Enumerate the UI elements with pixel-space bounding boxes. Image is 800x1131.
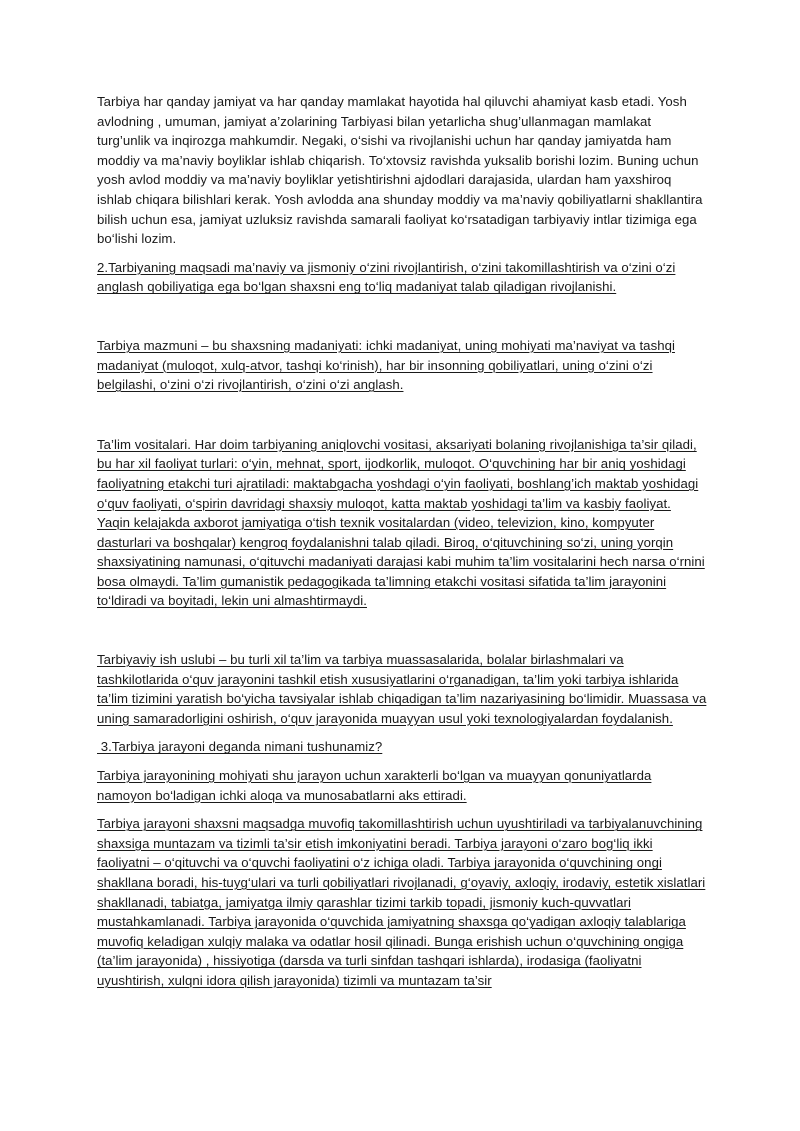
paragraph-content: Tarbiya mazmuni – bu shaxsning madaniyati: ichki madaniyat, uning mohiyati ma’naviyat va tashqi madaniyat (muloqot, xulq-atvor, tashqi ko‘rinish), har bir insonning qobiliyatlari, uning o‘zini o‘zi belgilashi, o‘zini o‘zi rivojlantirish, o‘zini o‘zi anglash. xyxy=(97,337,675,393)
paragraph-intro: Tarbiya har qanday jamiyat va har qanday mamlakat hayotida hal qiluvchi ahamiyat kasb etadi. Yosh avlodning , umuman, jamiyat a’zolarining Tarbiyasi bilan yetarlicha shug’ullanmagan mamlakat turg’unlik va inqirozga mahkumdir. Negaki, o‘sishi va rivojlanishi uchun har qanday jamiyatda ham moddiy va ma’naviy boyliklar ishlab chiqarish. To‘xtovsiz ravishda yuksalib borishi lozim. Buning uchun yosh avlod moddiy va ma’naviy boyliklar yetishtirishni ajdodlari darajasida, ulardan ham yaxshiroq ishlab chiqara bilishlari kerak. Yosh avlodda ana shunday moddiy va ma’naviy qobiliyatlarni shakllantira bilish uchun esa, jamiyat uzluksiz ravishda samarali faoliyat ko‘rsatadigan tarbiyaviy intlar tizimiga ega bo‘lishi lozim. xyxy=(97,94,703,247)
paragraph-essence: Tarbiya jarayonining mohiyati shu jarayon uchun xarakterli bo‘lgan va muayyan qonuniyatlarda namoyon bo‘ladigan ichki aloqa va munosabatlarni aks ettiradi. xyxy=(97,768,652,803)
paragraph-process: Tarbiya jarayoni shaxsni maqsadga muvofiq takomillashtirish uchun uyushtiriladi va tarbiyalanuvchining shaxsiga muntazam va tizimli ta’sir etish imkoniyatini beradi. Tarbiya jarayoni o‘zaro bog‘liq ikki faoliyatni – o‘qituvchi va o‘quvchi faoliyatini o‘z ichiga oladi. Tarbiya jarayonida o‘quvchining ongi shakllana boradi, his-tuyg‘ulari va turli qobiliyatlari rivojlanadi, g‘oyaviy, axloqiy, irodaviy, estetik xislatlari shakllanadi, tabiatga, jamiyatga ilmiy qarashlar tizimi tarkib topadi, jismoniy kuch-quvvatlari mustahkamlanadi. Tarbiya jarayonida o‘quvchida jamiyatning shaxsga qo‘yadigan axloqiy talablariga muvofiq keladigan xulqiy malaka va odatlar hosil qilinadi. Bunga erishish uchun o‘quvchining ongiga (ta’lim jarayonida) , hissiyotiga (darsda va turli sinfdan tashqari ishlarda), irodasiga (faoliyatni uyushtirish, xulqni idora qilish jarayonida) tizimli va muntazam ta’sir xyxy=(97,816,706,988)
paragraph-style: Tarbiyaviy ish uslubi – bu turli xil ta’lim va tarbiya muassasalarida, bolalar birlashmalari va tashkilotlarida o‘quv jarayonini tashkil etish xususiyatlarini o‘rganadigan, ta’lim yoki tarbiya ishlarida ta’lim tizimini yaratish bo‘yicha tavsiyalar ishlab chiqadigan ta’lim nazariyasining bo‘limidir. Muassasa va uning samaradorligini oshirish, o‘quv jarayonida muayyan usul yoki texnologiyalardan foydalanish. xyxy=(97,652,707,726)
section-question: 3.Tarbiya jarayoni deganda nimani tushunamiz? xyxy=(97,739,383,755)
document-page xyxy=(97,92,707,991)
paragraph-goal: 2.Tarbiyaning maqsadi ma’naviy va jismoniy o‘zini rivojlantirish, o‘zini takomillashtirish va o‘zini o‘zi anglash qobiliyatiga ega bo‘lgan shaxsni eng to‘liq madaniyat talab qiladigan rivojlanishi. xyxy=(97,259,676,295)
paragraph-means: Ta’lim vositalari. Har doim tarbiyaning aniqlovchi vositasi, aksariyati bolaning rivojlanishiga ta’sir qiladi, bu har xil faoliyat turlari: o‘yin, mehnat, sport, ijodkorlik, muloqot. O‘quvchining har bir aniq yoshidagi faoliyatning etakchi turi ajratiladi: maktabgacha yoshdagi o‘yin faoliyati, boshlang’ich maktab yoshidagi o‘quv faoliyati, o‘spirin davridagi shaxsiy muloqot, katta maktab yoshidagi ta’lim va kasbiy faoliyat. Yaqin kelajakda axborot jamiyatiga o‘tish texnik vositalardan (video, televizion, kino, kompyuter dasturlari va boshqalar) kengroq foydalanishni talab qiladi. Biroq, o‘qituvchining so‘zi, uning yorqin shaxsiyatining namunasi, o‘qituvchi madaniyati darajasi kabi muhim ta’lim vositalarini hech narsa o‘rnini bosa olmaydi. Ta’lim gumanistik pedagogikada ta’limning etakchi vositasi sifatida ta’lim jarayonini to‘ldiradi va boyitadi, lekin uni almashtirmaydi. xyxy=(97,436,705,609)
